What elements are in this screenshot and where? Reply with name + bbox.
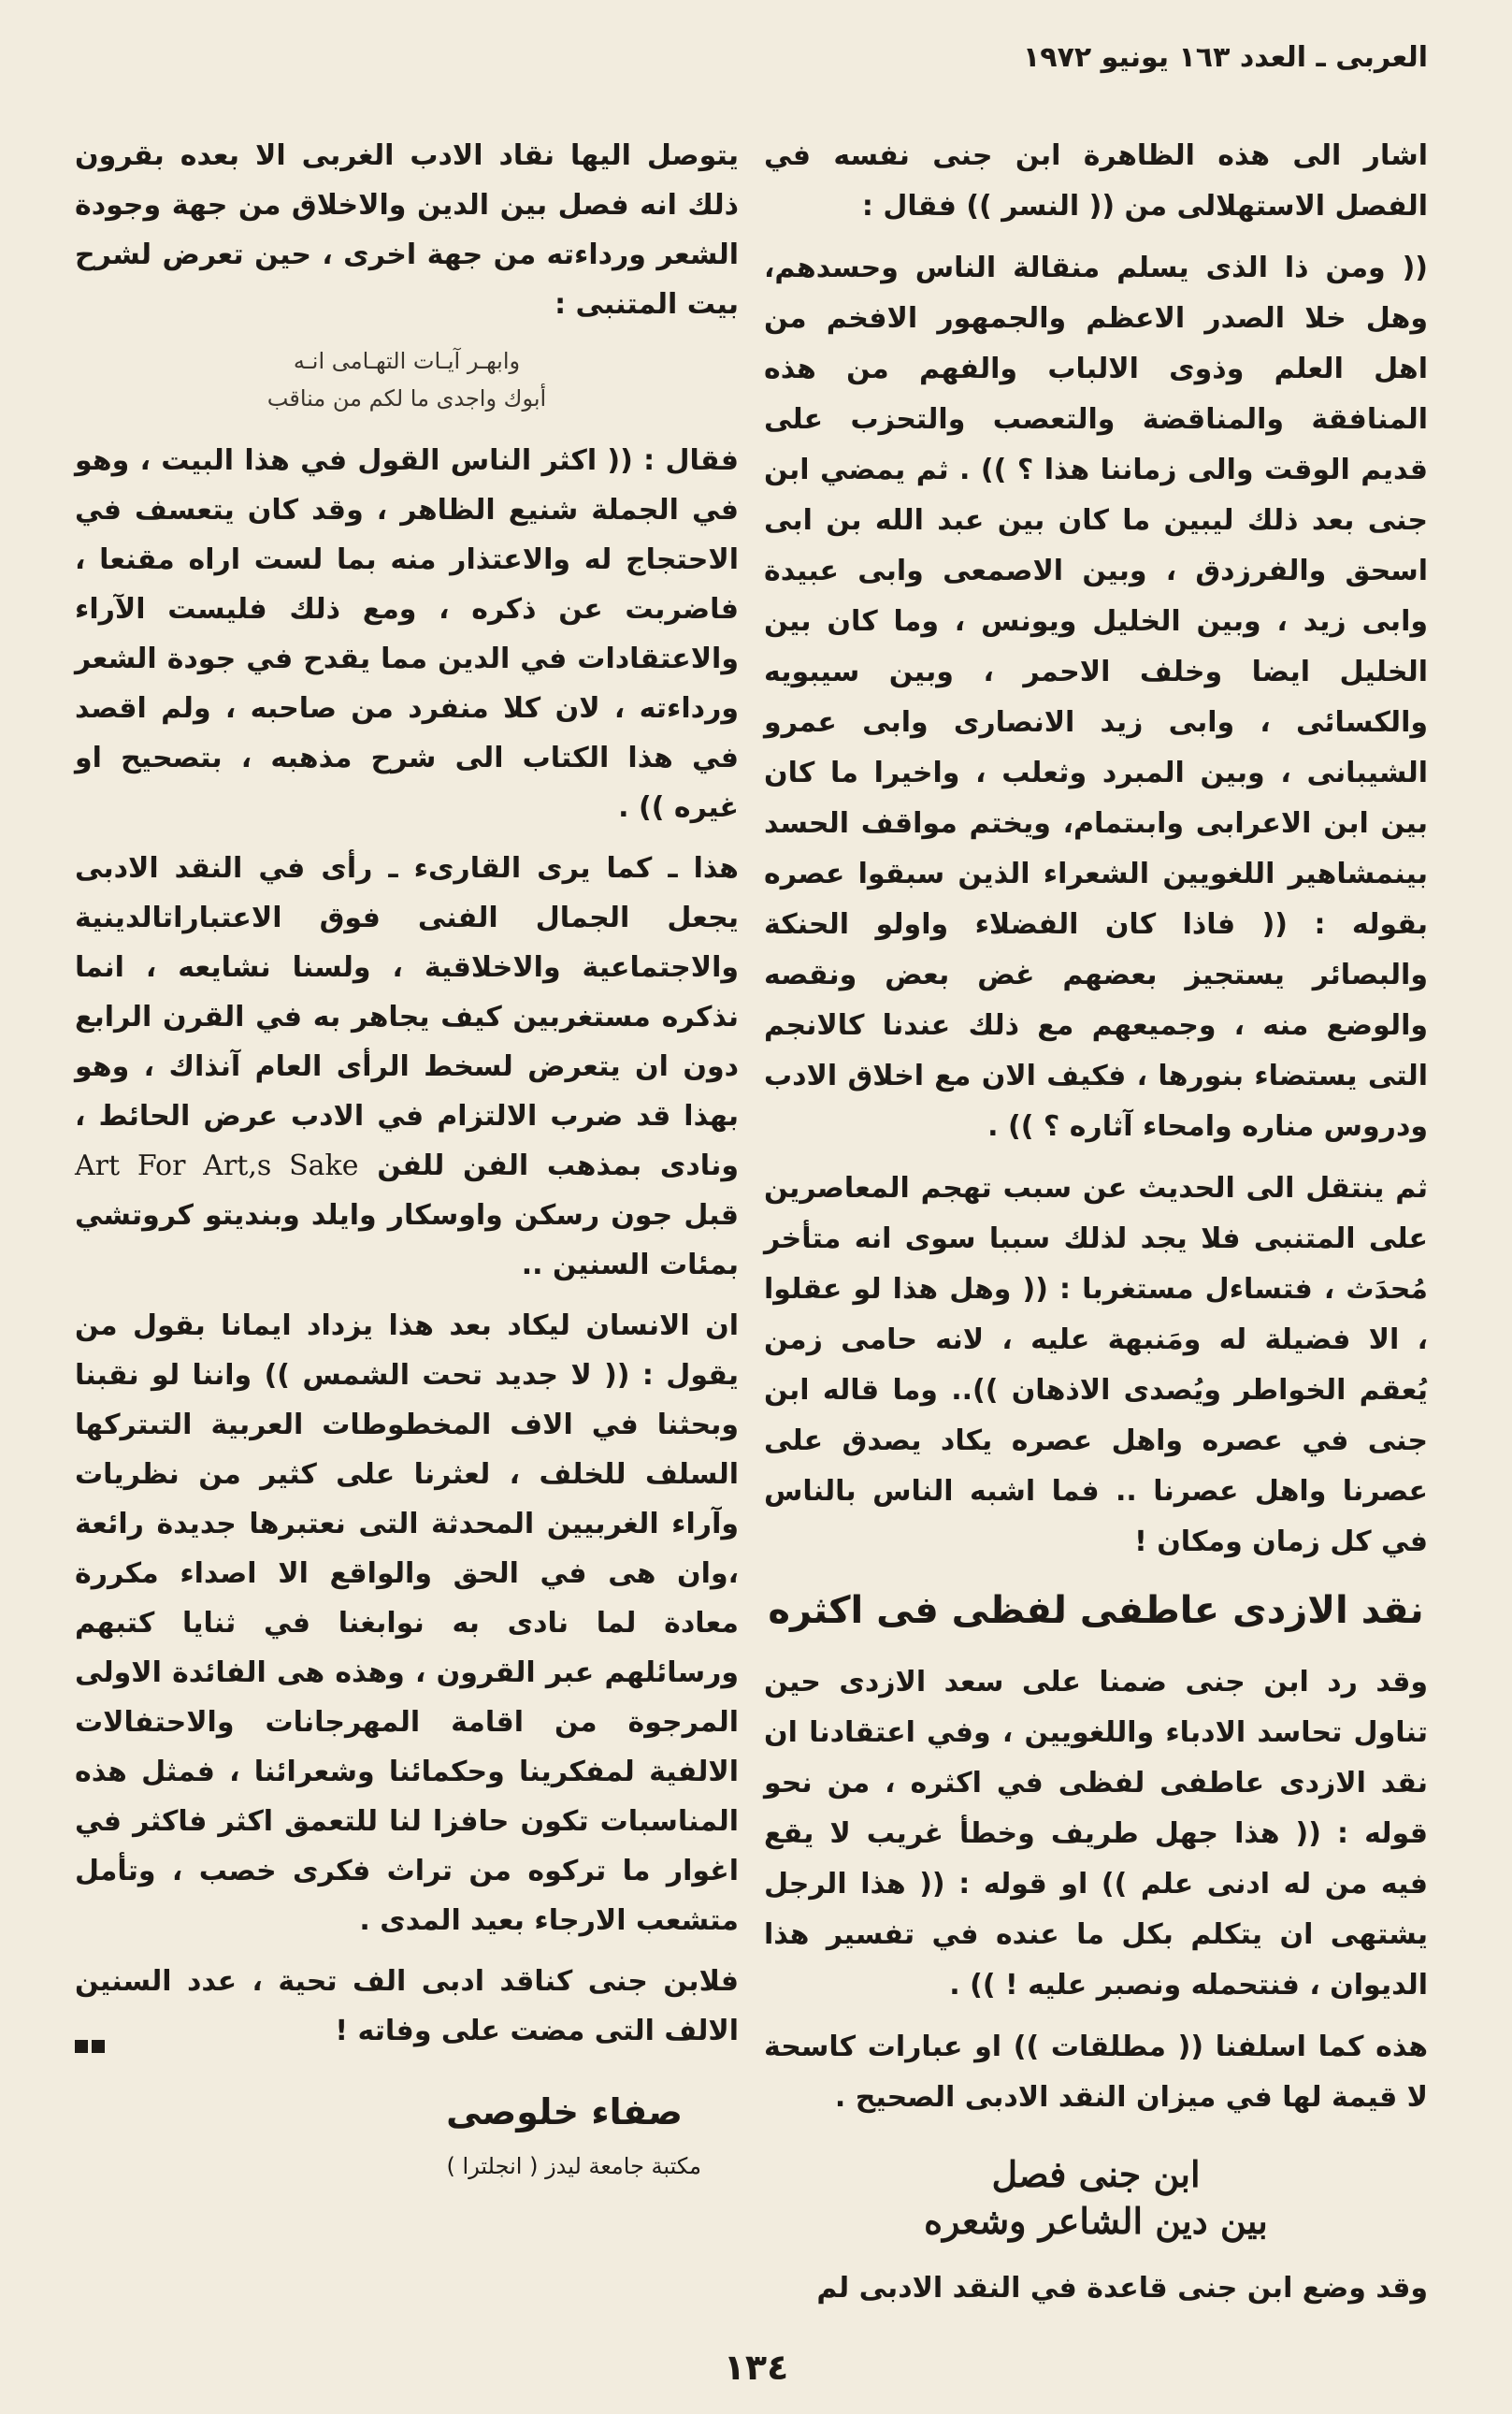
- paragraph: يتوصل اليها نقاد الادب الغربى الا بعده بقرون ذلك انه فصل بين الدين والاخلاق من جهة وجودة الشعر ورداءته من جهة اخرى ، حين تعرض لشرح بيت المتنبى :: [75, 139, 739, 321]
- section-heading-line: ابن جنى فصل: [991, 2153, 1201, 2195]
- author-affiliation: مكتبة جامعة ليدز ( انجلترا ): [446, 2153, 701, 2179]
- section-heading: نقد الازدى عاطفى لفظى فى اكثره: [768, 1589, 1424, 1632]
- paragraph: [75, 1957, 739, 2056]
- poetry-verse: [75, 342, 739, 417]
- section-heading: [764, 2151, 1428, 2245]
- left-column: [75, 131, 739, 2185]
- paragraph-text: هذا ـ كما يرى القارىء ـ رأى في النقد الادبى يجعل الجمال الفنى فوق الاعتباراتالدينية والاجتماعية والاخلاقية ، ولسنا نشايعه ، انما نذكره مستغربين كيف يجاهر به في القرن الرابع دون ان يتعرض لسخط الرأى العام آنذاك ، وهو بهذا قد ضرب الالتزام في الادب عرض الحائط ، ونادى بمذهب الفن للفن: [75, 852, 739, 1182]
- paragraph: هذه كما اسلفنا (( مطلقات )) او عبارات كاسحة لا قيمة لها في ميزان النقد الادبى الصحيح .: [764, 2031, 1428, 2114]
- page-number: ١٣٤: [723, 2347, 789, 2388]
- paragraph: (( ومن ذا الذى يسلم منقالة الناس وحسدهم، وهل خلا الصدر الاعظم والجمهور الافخم من اهل العلم وذوى الالباب والفهم من هذه المنافقة والمناقضة والتعصب والتحزب على قديم الوقت والى زماننا هذا ؟ )) . ثم يمضي ابن جنى بعد ذلك ليبين ما كان بين عبد الله بن ابى اسحق والفرزدق ، وبين الاصمعى وابى عبيدة وابى زيد ، وبين الخليل ويونس ، وما كان بين الخليل ايضا وخلف الاحمر ، وبين سيبويه والكسائى ، وابى زيد الانصارى وابى عمرو الشيبانى ، وبين المبرد وثعلب ، واخيرا ما كان بين ابن الاعرابى وابىتمام، ويختم مواقف الحسد بينمشاهير اللغويين الشعراء الذين سبقوا عصره بقوله : (( فاذا كان الفضلاء واولو الحنكة والبصائر يستجيز بعضهم غض بعض ونقصه والوضع منه ، وجميعهم مع ذلك عندنا كالانجم التى يستضاء بنورها ، فكيف الان مع اخلاق الادب ودروس مناره وامحاء آثاره ؟ )) .: [764, 252, 1428, 1143]
- verse-line: وابهـر آيـات التهـامى انـه: [293, 348, 521, 374]
- right-column: [764, 131, 1428, 2325]
- running-header: العربى ـ العدد ١٦٣ يونيو ١٩٧٢: [1022, 41, 1428, 74]
- end-mark-icon: [75, 2019, 108, 2069]
- english-phrase: Art For Art,s Sake: [75, 1149, 359, 1182]
- paragraph: وقد وضع ابن جنى قاعدة في النقد الادبى لم: [816, 2272, 1428, 2305]
- paragraph: فقال : (( اكثر الناس القول في هذا البيت ، وهو في الجملة شنيع الظاهر ، وقد كان يتعسف في الاحتجاج له والاعتذار منه بما لست اراه مقنعا ، فاضربت عن ذكره ، ومع ذلك فليست الآراء والاعتقادات في الدين مما يقدح في جودة الشعر ورداءته ، لان كلا منفرد من صاحبه ، ولم اقصد في هذا الكتاب الى شرح مذهبه ، بتصحيح او غيره )) .: [75, 444, 739, 824]
- paragraph: وقد رد ابن جنى ضمنا على سعد الازدى حين تناول تحاسد الادباء واللغويين ، وفي اعتقادنا ان نقد الازدى عاطفى لفظى في اكثره ، من نحو قوله : (( هذا جهل طريف وخطأ غريب لا يقع فيه من له ادنى علم )) او قوله : (( هذا الرجل يشتهى ان يتكلم بكل ما عنده في تفسير هذا الديوان ، فنتحمله ونصبر عليه ! )) .: [764, 1666, 1428, 2002]
- paragraph: ثم ينتقل الى الحديث عن سبب تهجم المعاصرين على المتنبى فلا يجد لذلك سببا سوى انه متأخر مُحدَث ، فتساءل مستغربا : (( وهل هذا لو عقلوا ، الا فضيلة له ومَنبهة عليه ، لانه حامى زمن يُعقم الخواطر ويُصدى الاذهان )).. وما قاله ابن جنى في عصره واهل عصره يكاد يصدق على عصرنا واهل عصرنا .. فما اشبه الناس بالناس في كل زمان ومكان !: [764, 1172, 1428, 1558]
- author-signature: صفاء خلوصى: [446, 2091, 683, 2132]
- paragraph: [75, 844, 739, 1290]
- paragraph: اشار الى هذه الظاهرة ابن جنى نفسه في الفصل الاستهلالى من (( النسر )) فقال :: [764, 139, 1428, 223]
- verse-line: أبوك واجدى ما لكم من مناقب: [266, 385, 547, 412]
- paragraph-text: فلابن جنى كناقد ادبى الف تحية ، عدد السنين الالف التى مضت على وفاته !: [75, 1965, 739, 2047]
- paragraph-text: قبل جون رسكن واوسكار وايلد وبنديتو كروتشي بمئات السنين ..: [75, 1199, 739, 1281]
- paragraph: ان الانسان ليكاد بعد هذا يزداد ايمانا بقول من يقول : (( لا جديد تحت الشمس )) واننا لو نقبنا وبحثنا في الاف المخطوطات العربية التىتركها السلف للخلف ، لعثرنا على كثير من نظريات وآراء الغربيين المحدثة التى نعتبرها جديدة رائعة ،وان هى في الحق والواقع الا اصداء مكررة معادة لما نادى به نوابغنا في ثنايا كتبهم ورسائلهم عبر القرون ، وهذه هى الفائدة الاولى المرجوة من اقامة المهرجانات والاحتفالات الالفية لمفكرينا وحكمائنا وشعرائنا ، فمثل هذه المناسبات تكون حافزا لنا للتعمق اكثر فاكثر في اغوار ما تركوه من تراث فكرى خصب ، وتأمل متشعب الارجاء بعيد المدى .: [75, 1309, 739, 1937]
- section-heading-line: بين دين الشاعر وشعره: [924, 2200, 1268, 2242]
